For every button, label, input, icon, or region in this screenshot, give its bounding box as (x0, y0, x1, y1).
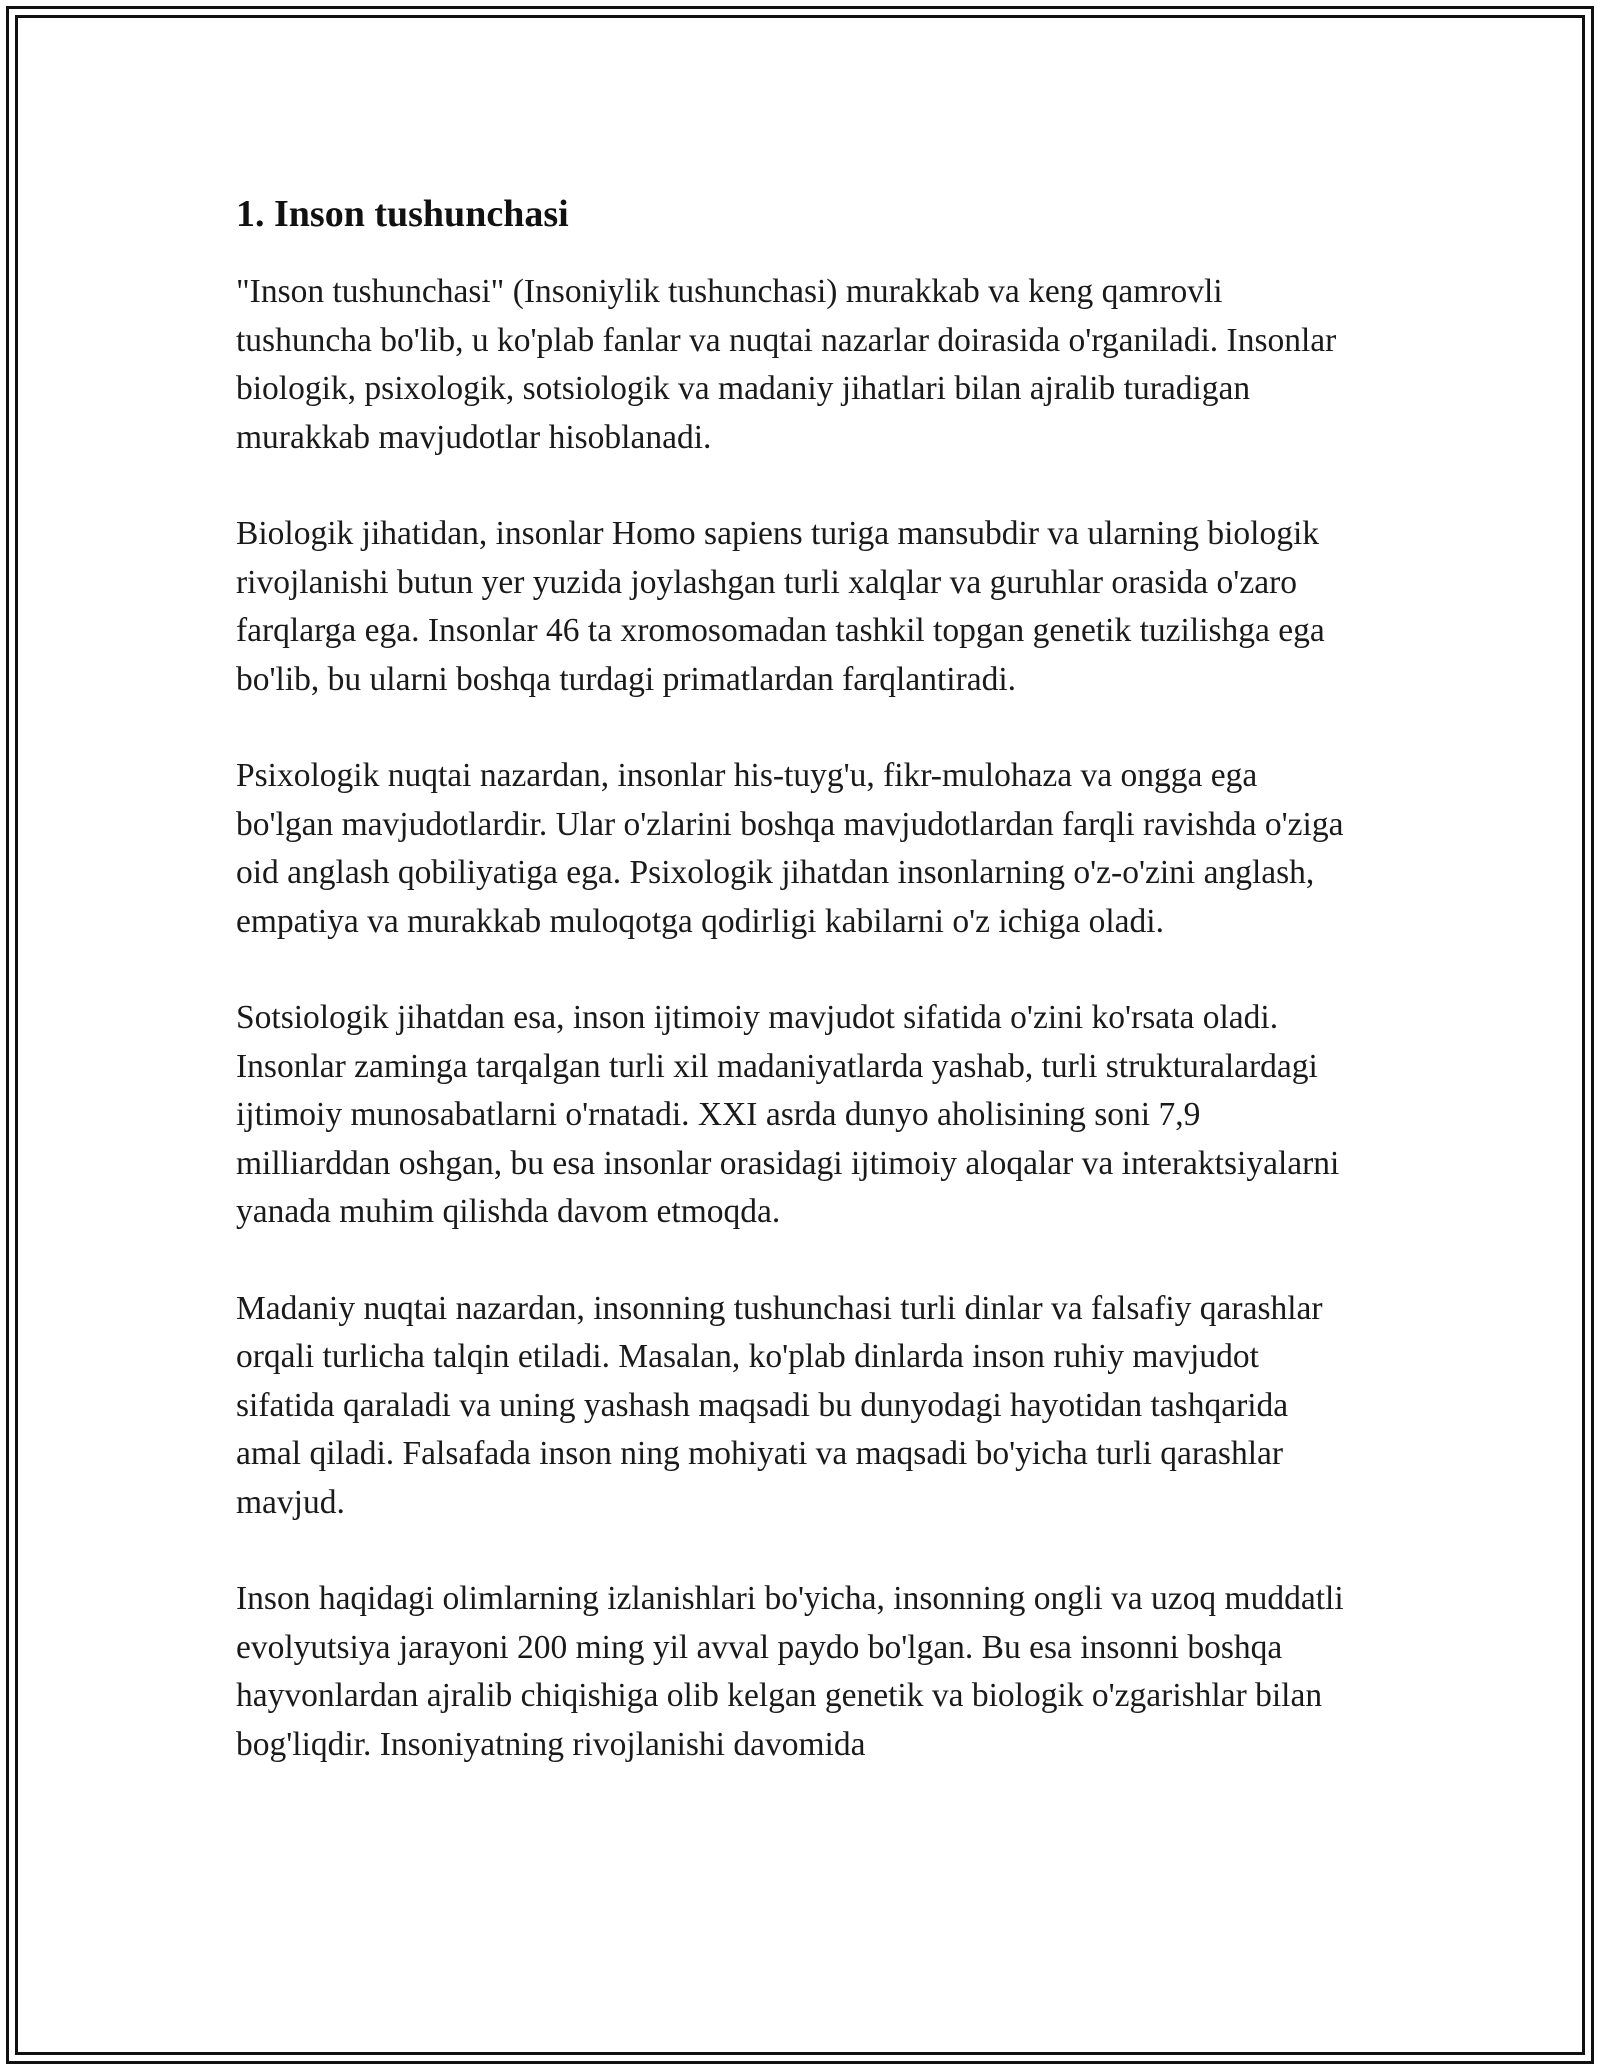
paragraph-evolution: Inson haqidagi olimlarning izlanishlari bo'yicha, insonning ongli va uzoq muddatli evolyutsiya jarayoni 200 ming yil avval paydo bo'lgan. Bu esa insonni boshqa hayvonlardan ajralib chiqishiga olib kelgan genetik va biologik o'zgarishlar bilan bog'liqdir. Insoniyatning rivojlanishi davomida (236, 1580, 1344, 1763)
section-heading: 1. Inson tushunchasi (236, 193, 569, 235)
document-body (236, 188, 1356, 1817)
paragraph-cultural: Madaniy nuqtai nazardan, insonning tushunchasi turli dinlar va falsafiy qarashlar orqali turlicha talqin etiladi. Masalan, ko'plab dinlarda inson ruhiy mavjudot sifatida qaraladi va uning yashash maqsadi bu dunyodagi hayotidan tashqarida amal qiladi. Falsafada inson ning mohiyati va maqsadi bo'yicha turli qarashlar mavjud. (236, 1289, 1323, 1521)
paragraph-biological: Biologik jihatidan, insonlar Homo sapiens turiga mansubdir va ularning biologik rivojlanishi butun yer yuzida joylashgan turli xalqlar va guruhlar orasida o'zaro farqlarga ega. Insonlar 46 ta xromosomadan tashkil topgan genetik tuzilishga ega bo'lib, bu ularni boshqa turdagi primatlardan farqlantiradi. (236, 515, 1325, 698)
paragraph-sociological: Sotsiologik jihatdan esa, inson ijtimoiy mavjudot sifatida o'zini ko'rsata oladi. Insonlar zaminga tarqalgan turli xil madaniyatlarda yashab, turli strukturalardagi ijtimoiy munosabatlarni o'rnatadi. XXI asrda dunyo aholisining soni 7,9 milliarddan oshgan, bu esa insonlar orasidagi ijtimoiy aloqalar va interaktsiyalarni yanada muhim qilishda davom etmoqda. (236, 999, 1340, 1230)
paragraph-intro: "Inson tushunchasi" (Insoniylik tushunchasi) murakkab va keng qamrovli tushuncha bo'lib, u ko'plab fanlar va nuqtai nazarlar doirasida o'rganiladi. Insonlar biologik, psixologik, sotsiologik va madaniy jihatlari bilan ajralib turadigan murakkab mavjudotlar hisoblanadi. (236, 273, 1337, 456)
paragraph-psychological: Psixologik nuqtai nazardan, insonlar his-tuyg'u, fikr-mulohaza va ongga ega bo'lgan mavjudotlardir. Ular o'zlarini boshqa mavjudotlardan farqli ravishda o'ziga oid anglash qobiliyatiga ega. Psixologik jihatdan insonlarning o'z-o'zini anglash, empatiya va murakkab muloqotga qodirligi kabilarni o'z ichiga oladi. (236, 757, 1344, 940)
